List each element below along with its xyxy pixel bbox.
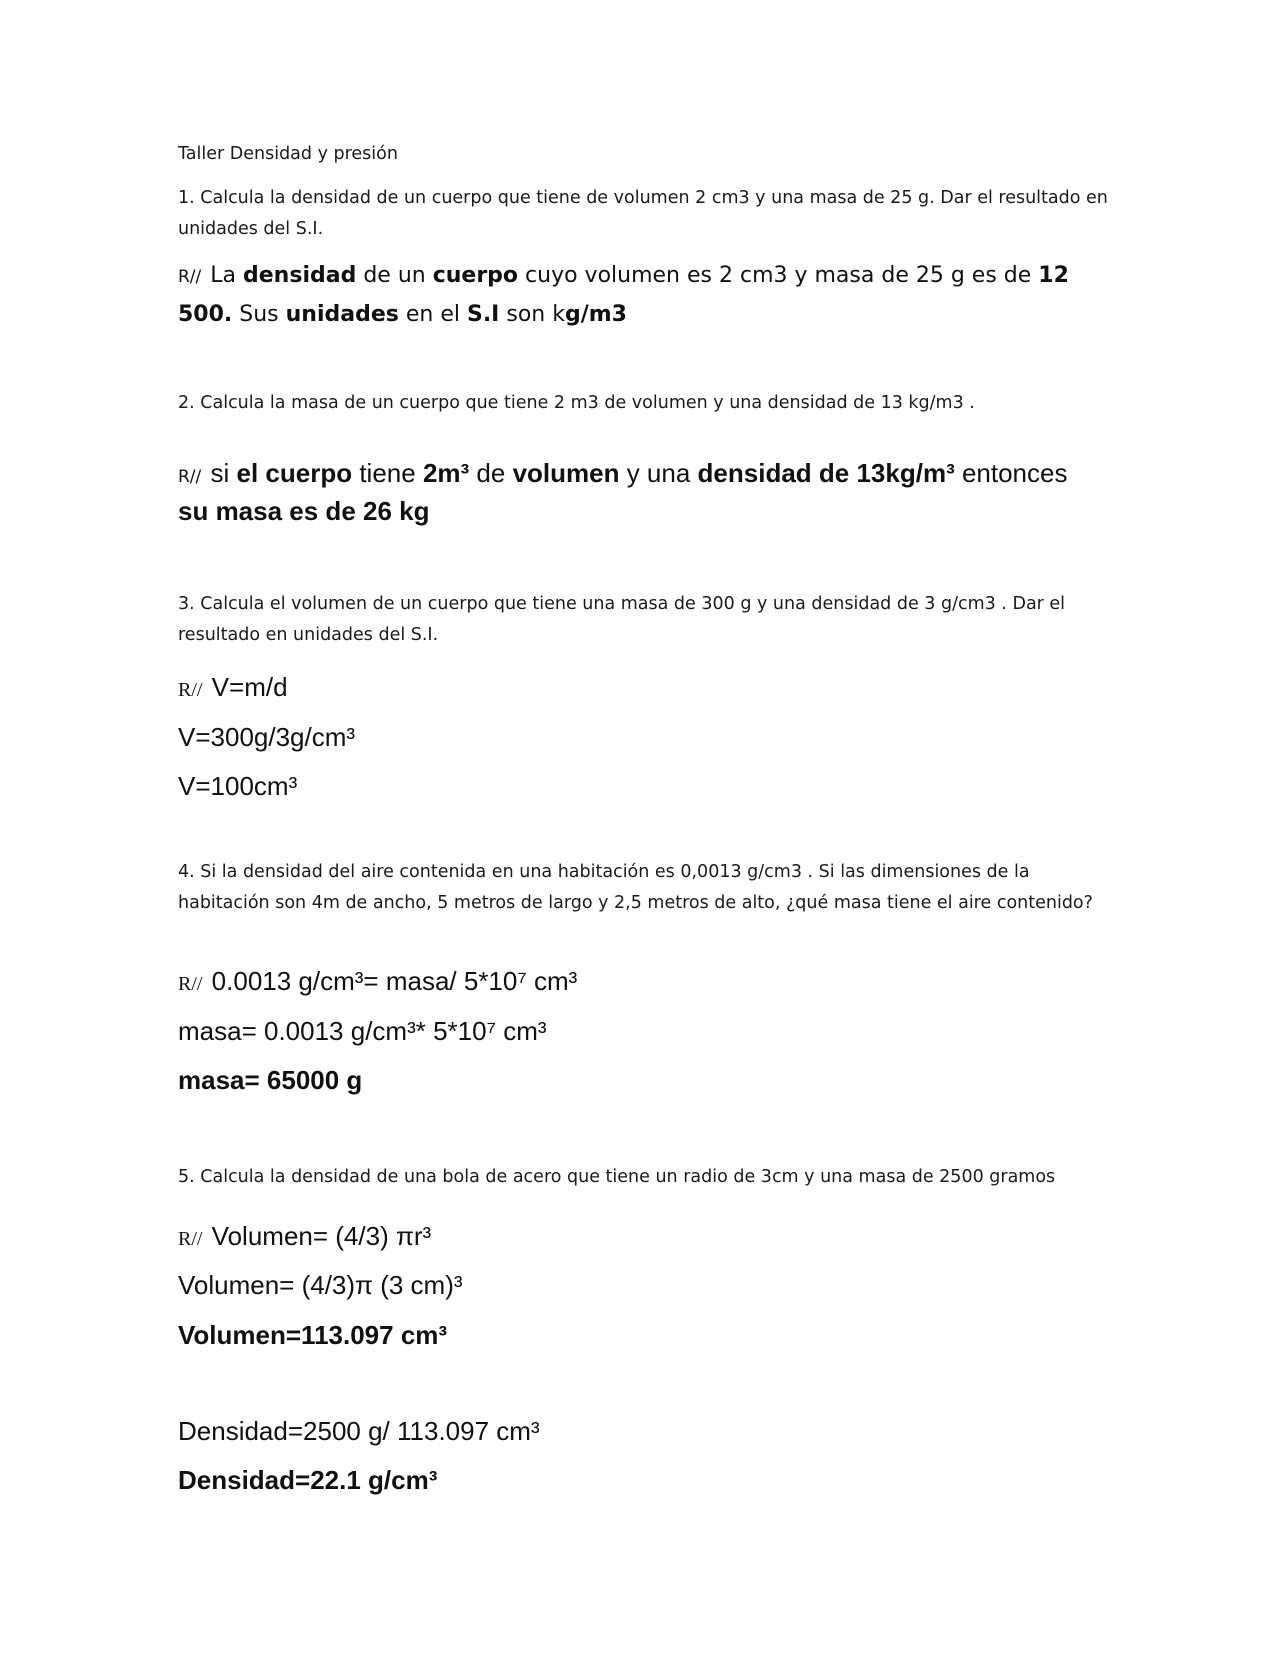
answer-2-result: su masa es de 26 kg — [178, 496, 430, 526]
answer-1-text: son k — [499, 302, 565, 327]
document-title: Taller Densidad y presión — [178, 144, 398, 164]
answer-5-line-4: Densidad=2500 g/ 113.097 cm³ — [178, 1416, 540, 1446]
answer-1-text: Sus — [232, 302, 286, 327]
answer-1-bold: cuerpo — [432, 263, 519, 288]
answer-5-formula: Volumen= (4/3) πr³ — [204, 1221, 432, 1251]
answer-1-result: 12 500. — [178, 263, 1069, 327]
answer-1-bold: S.I — [466, 302, 500, 327]
answer-2-bold: el cuerpo — [236, 458, 353, 488]
answer-2-prefix: R// — [178, 467, 202, 487]
answer-4-prefix: R// — [178, 973, 203, 995]
answer-1-text: cuyo volumen es 2 cm3 y masa de 25 g es de — [518, 263, 1039, 288]
answer-2-text: de — [469, 458, 513, 488]
answer-3-prefix: R// — [178, 679, 203, 701]
answer-5-volume-result: Volumen=113.097 cm³ — [178, 1320, 448, 1350]
answer-1-text: en el — [398, 302, 467, 327]
answer-4-line-2: masa= 0.0013 g/cm³* 5*10⁷ cm³ — [178, 1016, 547, 1046]
answer-1-text: de un — [356, 263, 433, 288]
answer-2-bold: 2m³ — [422, 458, 470, 488]
question-5: 5. Calcula la densidad de una bola de acero que tiene un radio de 3cm y una masa de 2500 gramos — [178, 1167, 1056, 1187]
answer-2-text: y una — [619, 458, 698, 488]
answer-3-line-1 — [178, 670, 288, 708]
question-3: 3. Calcula el volumen de un cuerpo que tiene una masa de 300 g y una densidad de 3 g/cm3 . Dar el resultado en unidades del S.I. — [178, 594, 1066, 645]
answer-2-bold: densidad de 13kg/m³ — [697, 458, 955, 488]
answer-4-line-1 — [178, 964, 577, 1002]
answer-2 — [178, 456, 1078, 528]
answer-3-line-3: V=100cm³ — [178, 771, 298, 801]
question-1: 1. Calcula la densidad de un cuerpo que tiene de volumen 2 cm3 y una masa de 25 g. Dar el resultado en unidades del S.I. — [178, 188, 1108, 239]
answer-1-text: La — [203, 263, 244, 288]
answer-2-text: tiene — [352, 458, 423, 488]
answer-5-density-result: Densidad=22.1 g/cm³ — [178, 1465, 438, 1495]
answer-1-bold: densidad — [243, 263, 357, 288]
answer-4-result: masa= 65000 g — [178, 1065, 363, 1095]
answer-1-unit: g/m3 — [564, 302, 627, 327]
question-4: 4. Si la densidad del aire contenida en una habitación es 0,0013 g/cm3 . Si las dimensiones de la habitación son 4m de ancho, 5 metros de largo y 2,5 metros de alto, ¿qué masa tiene el aire contenido? — [178, 862, 1093, 913]
answer-4-formula: 0.0013 g/cm³= masa/ 5*10⁷ cm³ — [204, 966, 578, 996]
answer-5-line-1 — [178, 1219, 431, 1257]
answer-2-bold: volumen — [512, 458, 620, 488]
answer-2-text: si — [203, 458, 237, 488]
answer-5-prefix: R// — [178, 1228, 203, 1250]
answer-5-line-2: Volumen= (4/3)π (3 cm)³ — [178, 1270, 463, 1300]
answer-1-prefix: R// — [178, 267, 202, 287]
answer-3-formula: V=m/d — [204, 672, 288, 702]
answer-3-line-2: V=300g/3g/cm³ — [178, 722, 356, 752]
answer-1 — [178, 257, 1098, 333]
answer-1-bold: unidades — [285, 302, 399, 327]
answer-2-text: entonces — [954, 458, 1068, 488]
question-2: 2. Calcula la masa de un cuerpo que tiene 2 m3 de volumen y una densidad de 13 kg/m3 . — [178, 393, 975, 413]
